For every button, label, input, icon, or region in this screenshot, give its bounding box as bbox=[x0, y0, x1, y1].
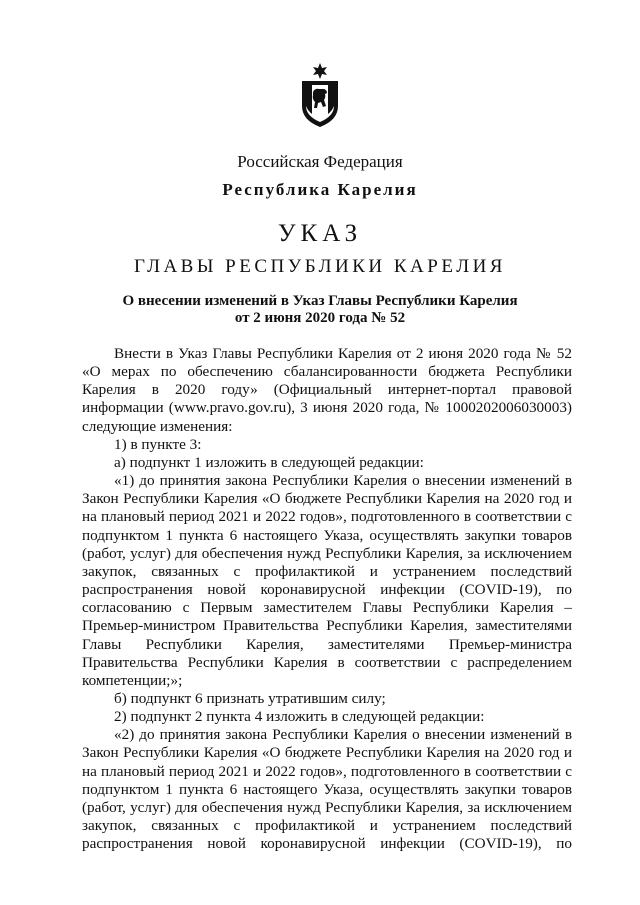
paragraph-intro: Внести в Указ Главы Республики Карелия от 2 июня 2020 года № 52 «О мерах по обеспечению сбалансированности бюджета Республики Карелия в 2020 году» (Официальный интернет-портал правовой информации (www.pravo.gov.ru), 3 июня 2020 года, № 1000202006030003) следующие изменения: bbox=[82, 345, 572, 435]
paragraph-item-2-text: «2) до принятия закона Республики Карелия о внесении изменений в Закон Республики Карелия «О бюджете Республики Карелия на 2020 год и на плановый период 2021 и 2022 годов», подготовленного в соответствии с подпунктом 1 пункта 6 настоящего Указа, осуществлять закупки товаров (работ, услуг) для обеспечения нужд Республики Карелия, за исключением закупок, связанных с профилактикой и устранением последствий распространения новой коронавирусной инфекции (COVID-19), по bbox=[82, 726, 572, 853]
decree-issuer: ГЛАВЫ РЕСПУБЛИКИ КАРЕЛИЯ bbox=[134, 256, 506, 277]
decree-subject bbox=[60, 293, 580, 327]
paragraph-item-1: 1) в пункте 3: bbox=[114, 435, 202, 453]
coat-of-arms-icon bbox=[298, 62, 342, 128]
paragraph-item-1a-text: «1) до принятия закона Республики Карелия о внесении изменений в Закон Республики Карелия «О бюджете Республики Карелия на 2020 год и на плановый период 2021 и 2022 годов», подготовленного в соответствии с подпунктом 1 пункта 6 настоящего Указа, осуществлять закупки товаров (работ, услуг) для обеспечения нужд Республики Карелия, за исключением закупок, связанных с профилактикой и устранением последствий распространения новой коронавирусной инфекции (COVID-19), по согласованию с Первым заместителем Главы Республики Карелия – Премьер-министром Правительства Республики Карелия, заместителями Главы Республики Карелия, заместителями Премьер-министра Правительства Республики Карелия в соответствии с распределением компетенции;»; bbox=[82, 472, 572, 689]
decree-title: УКАЗ bbox=[277, 220, 363, 247]
decree-subject-line-2: от 2 июня 2020 года № 52 bbox=[234, 310, 406, 326]
country-name: Российская Федерация bbox=[237, 152, 403, 171]
decree-body bbox=[82, 345, 572, 853]
decree-subject-line-1: О внесении изменений в Указ Главы Республики Карелия bbox=[122, 293, 518, 309]
paragraph-item-1a: а) подпункт 1 изложить в следующей редакции: bbox=[114, 453, 424, 471]
republic-name: Республика Карелия bbox=[222, 180, 418, 199]
paragraph-item-2: 2) подпункт 2 пункта 4 изложить в следующей редакции: bbox=[114, 708, 485, 726]
paragraph-item-1b: б) подпункт 6 признать утратившим силу; bbox=[114, 689, 386, 707]
